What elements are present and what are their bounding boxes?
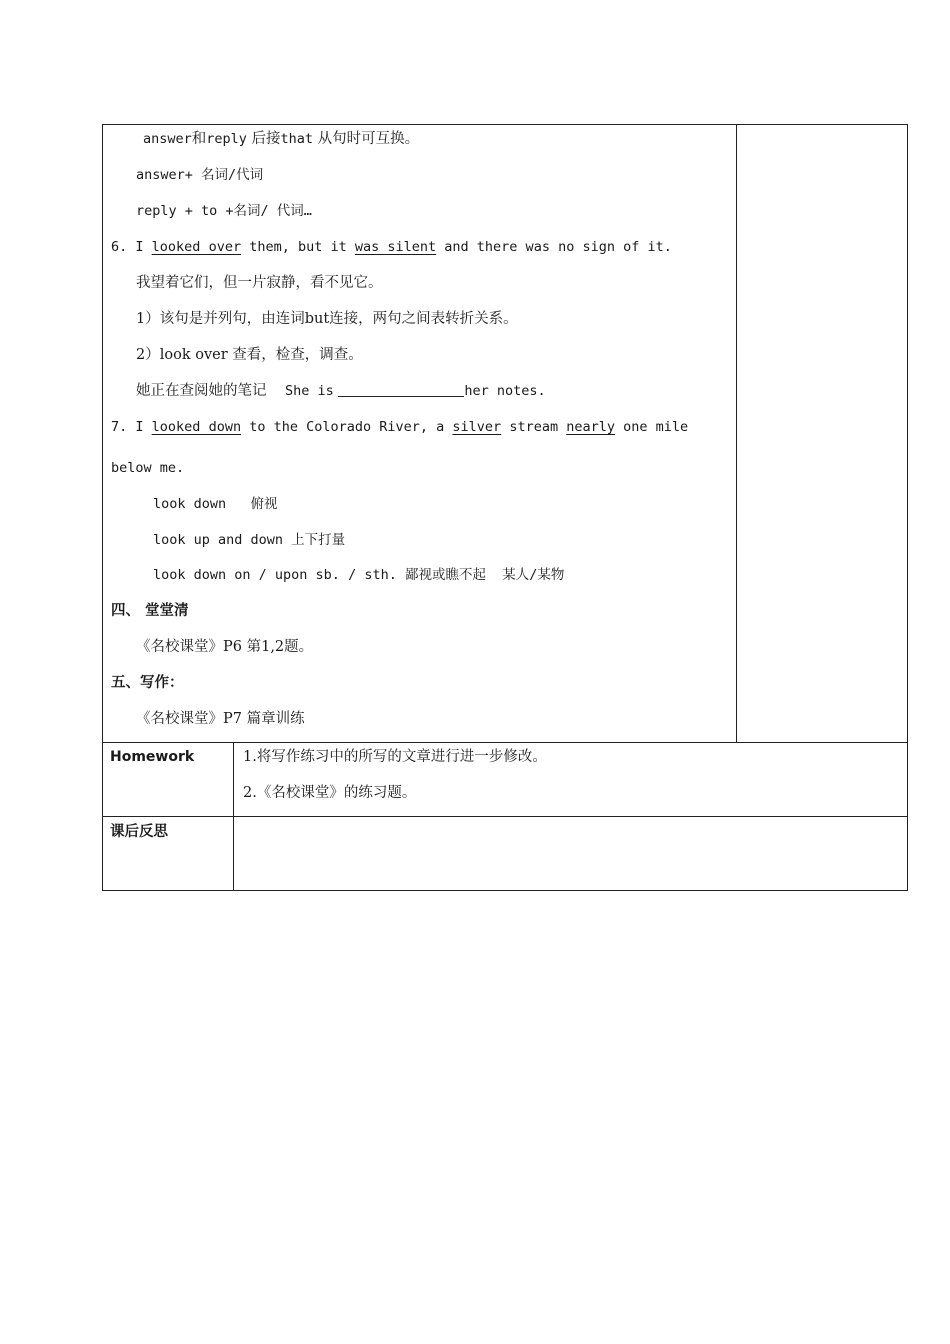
notes-column-divider (736, 124, 737, 743)
item-6-note-1: 1）该句是并列句，由连词but连接，两句之间表转折关系。 (136, 311, 518, 327)
answer-usage: answer+ 名词/代词 (136, 167, 264, 183)
reply-usage: reply + to +名词/ 代词… (136, 203, 312, 219)
item-7-expr-3: look down on / upon sb. / sth. 鄙视或瞧不起 某人/某物 (153, 567, 565, 583)
reflection-content[interactable] (243, 823, 893, 883)
section-5-title: 五、写作： (111, 675, 184, 691)
section-5-body: 《名校课堂》P7 篇章训练 (136, 711, 305, 727)
underlined-phrase: silver (452, 419, 502, 435)
item-7-sentence: 7. I looked down to the Colorado River, a silver stream nearly one mile (111, 419, 689, 435)
reflection-label: 课后反思 (110, 824, 168, 840)
section-4-body: 《名校课堂》P6 第1,2题。 (136, 639, 314, 655)
fill-in-blank[interactable] (338, 382, 464, 397)
item-7-continuation: below me. (111, 460, 185, 476)
answer-reply-note: answer和reply 后接that 从句时可互换。 (143, 131, 420, 147)
item-7-expr-1: look down 俯视 (153, 496, 278, 512)
homework-label: Homework (110, 749, 195, 765)
homework-row-top (102, 742, 908, 743)
underlined-phrase: looked over (151, 239, 242, 255)
item-6-translation: 我望着它们，但一片寂静，看不见它。 (136, 275, 383, 291)
item-6-note-2: 2）look over 查看，检查，调查。 (136, 347, 363, 363)
item-6-exercise: 她正在查阅她的笔记 She is her notes. (136, 383, 546, 399)
underlined-phrase: looked down (151, 419, 242, 435)
homework-item-1: 1.将写作练习中的所写的文章进行进一步修改。 (243, 749, 547, 765)
homework-item-2: 2.《名校课堂》的练习题。 (243, 785, 417, 801)
section-4-title: 四、 堂堂清 (111, 603, 189, 619)
underlined-phrase: nearly (566, 419, 615, 435)
underlined-phrase: was silent (354, 239, 437, 255)
item-6-sentence: 6. I looked over them, but it was silent and there was no sign of it. (111, 239, 672, 255)
label-column-divider (233, 742, 234, 891)
item-7-expr-2: look up and down 上下打量 (153, 532, 346, 548)
reflection-row-top (102, 816, 908, 817)
